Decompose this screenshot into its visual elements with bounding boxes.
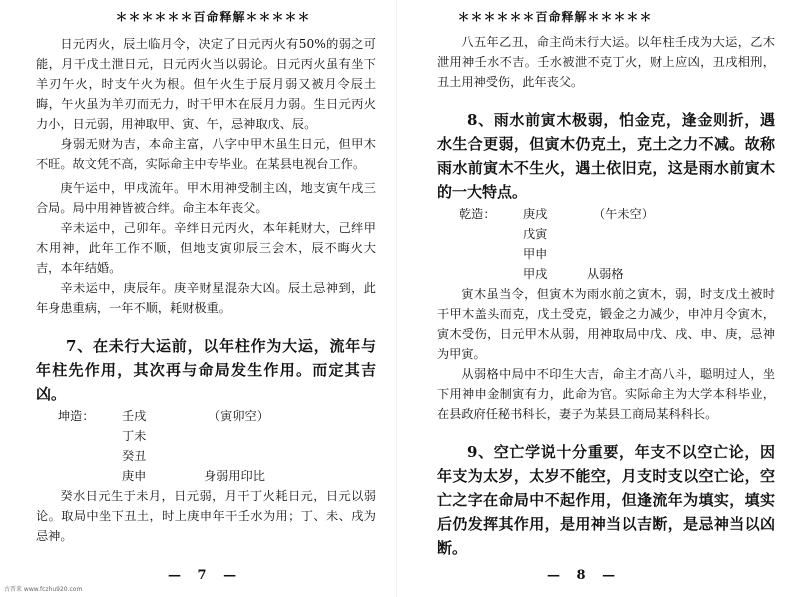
chart-pillars [122,406,146,486]
page-number: — 7 — [168,568,243,583]
section-heading: 9、空亡学说十分重要，年支不以空亡论，因年支为太岁，太岁不能空，月支时支以空亡论，空亡之字在命局中不起作用，但逢流年为填实，填实后仍发挥其作用，是用神当以吉断，是忌神当以凶断。 [437,443,775,557]
chart-pillar-day: 甲申 [523,247,548,261]
chart-pillar-hour: 庚申 [122,469,147,483]
paragraph: 从弱格中局中不印生大吉，命主才高八斗，聪明过人，坐下用神申金制寅有力，此命为官。实际命主为大学本科毕业，在县政府任秘书科长，妻子为某县工商局某科科长。 [437,367,775,421]
right-page [397,0,793,597]
running-header: ＊＊＊＊＊＊百命释解＊＊＊＊＊ [115,10,311,24]
chart-pillar-month: 戊寅 [523,227,548,241]
chart-role: 乾造： [459,207,496,221]
paragraph: 辛未运中，己卯年。辛绊日元丙火，本年耗财大，己绊甲木用神，此年工作不顺，但地支寅卯辰三会木，辰不晦火大吉，本年结婚。 [36,221,376,275]
section-heading: 8、雨水前寅木极弱，怕金克，逢金则折，遇水生合更弱，但寅木仍克土，克土之力不减。故称雨水前寅木不生火，遇土依旧克，这是雨水前寅木的一大特点。 [437,111,775,201]
paragraph: 辛未运中，庚辰年。庚辛财星混杂大凶。辰土忌神到，此年身患重病，一年不顺，耗财极重。 [36,281,376,315]
watermark-text: 古晋来 www.fczhu920.com [4,586,83,593]
left-page-body [36,34,376,546]
chart-pillars [523,204,547,284]
chart-role: 坤造： [58,409,95,423]
chart-pillar-day: 癸丑 [122,449,147,463]
left-page [0,0,396,597]
birth-chart [36,406,376,486]
chart-note: 身弱用印比 [204,469,265,483]
paragraph: 八五年乙丑，命主尚未行大运。以年柱壬戌为大运，乙木泄用神壬水不吉。壬水被泄不克丁火，财上应凶，丑戌相刑，丑土用神受伤，此年丧父。 [437,35,775,89]
chart-pillar-hour: 甲戌 [523,267,548,281]
running-header: ＊＊＊＊＊＊百命释解＊＊＊＊＊ [457,10,653,24]
paragraph: 癸水日元生于未月，日元弱，月干丁火耗日元，日元以弱论。取局中坐下丑土，时上庚申年干壬水为用；丁、未、戌为忌神。 [36,489,376,543]
chart-pillar-month: 丁未 [122,429,147,443]
paragraph: 身弱无财为吉，本命主富，八字中甲木虽生日元，但甲木不旺。故文凭不高，实际命主中专毕业。在某县电视台工作。 [36,137,376,171]
chart-kong: （寅卯空） [208,409,269,423]
right-page-body [437,32,775,560]
chart-pillar-year: 庚戌 [523,207,548,221]
paragraph: 寅木虽当令，但寅木为雨水前之寅木，弱，时支戊土被时干甲木盖头而克，戊土受克，锻金之力减少，申冲月令寅木，寅木受伤，日元甲木从弱，用神取局中戊、戌、申、庚，忌神为甲寅。 [437,287,775,361]
birth-chart [437,204,775,284]
chart-kong: （午未空） [593,207,654,221]
section-heading: 7、在未行大运前，以年柱作为大运，流年与年柱先作用，其次再与命局发生作用。而定其吉凶。 [36,337,376,403]
chart-pillar-year: 壬戌 [122,409,147,423]
chart-note: 从弱格 [587,267,624,281]
page-number: — 8 — [547,568,622,583]
paragraph: 日元丙火，辰土临月令，决定了日元丙火有50%的弱之可能，月干戊土泄日元，日元丙火当以弱论。日元丙火虽有坐下羊刃午火，时支午火为根。但午火生于辰月弱又被月令辰土晦，午火虽为羊刃而无力，时干甲木在辰月力弱。生日元丙火力小，日元弱，用神取甲、寅、午，忌神取戊、辰。 [36,37,376,131]
paragraph: 庚午运中，甲戌流年。甲木用神受制主凶，地支寅午戌三合局。局中用神皆被合绊。命主本年丧父。 [36,181,376,215]
